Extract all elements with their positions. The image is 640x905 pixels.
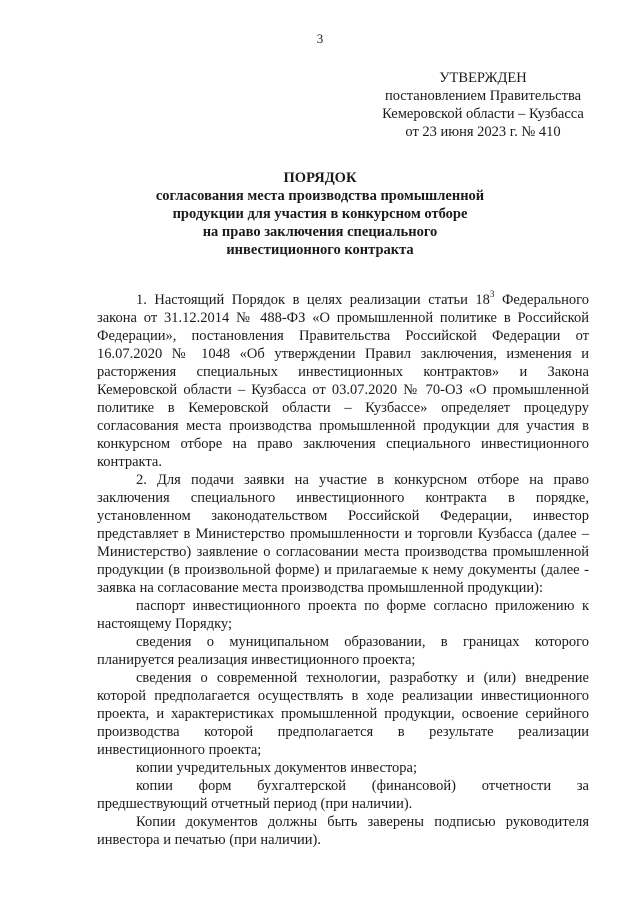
article-superscript: 3 — [489, 289, 495, 300]
list-item-founding-documents: копии учредительных документов инвестора; — [136, 760, 418, 776]
list-item-technology: сведения о современной технологии, разработку и (или) внедрение которой предполагается осуществлять в ходе реализации инвестиционного проекта, и характеристиках промышленной продукции, освоение серийного производства которой предполагается в результате реализации инвестиционного проекта; — [97, 670, 589, 758]
page-number: 3 — [316, 31, 324, 46]
document-body — [97, 291, 589, 849]
document-title-line: продукции для участия в конкурсном отборе — [172, 206, 468, 222]
paragraph-1 — [97, 291, 589, 471]
approval-line-issuer: постановлением Правительства — [384, 88, 582, 104]
approval-line-region: Кемеровской области – Кузбасса — [382, 106, 584, 122]
document-title-line: на право заключения специального — [202, 224, 438, 240]
paragraph-2: 2. Для подачи заявки на участие в конкурсном отборе на право заключения специального инвестиционного контракта в порядке, установленном законодательством Российской Федерации, инвестор представляет в Министерство промышленности и торговли Кузбасса (далее – Министерство) заявление о согласовании места производства промышленной продукции (в произвольной форме) и прилагаемые к нему документы (далее - заявка на согласование места производства промышленной продукции): — [97, 472, 589, 596]
document-title-main: ПОРЯДОК — [283, 170, 357, 186]
approval-stamp — [368, 69, 598, 141]
list-item-financial-statements: копии форм бухгалтерской (финансовой) отчетности за предшествующий отчетный период (при наличии). — [97, 778, 589, 812]
approval-line-date: от 23 июня 2023 г. № 410 — [405, 124, 561, 140]
approval-title: УТВЕРЖДЕН — [439, 70, 527, 86]
paragraph-closing: Копии документов должны быть заверены подписью руководителя инвестора и печатью (при наличии). — [97, 814, 589, 848]
document-title-line: инвестиционного контракта — [226, 242, 414, 258]
document-title-line: согласования места производства промышленной — [155, 188, 485, 204]
list-item-passport: паспорт инвестиционного проекта по форме согласно приложению к настоящему Порядку; — [97, 598, 589, 632]
paragraph-1-start: 1. Настоящий Порядок в целях реализации статьи 18 — [136, 292, 490, 308]
list-item-municipality: сведения о муниципальном образовании, в границах которого планируется реализация инвестиционного проекта; — [97, 634, 589, 668]
document-title — [110, 169, 530, 259]
paragraph-1-rest: Федерального закона от 31.12.2014 № 488-ФЗ «О промышленной политике в Российской Федерации», постановления Правительства Российской Федерации от 16.07.2020 № 1048 «Об утверждении Правил заключения, изменения и расторжения специальных инвестиционных контрактов» и Закона Кемеровской области – Кузбасса от 03.07.2020 № 70-ОЗ «О промышленной политике в Кемеровской области – Кузбассе» определяет процедуру согласования места производства промышленной продукции для участия в конкурсном отборе на право заключения специального инвестиционного контракта. — [97, 292, 589, 470]
